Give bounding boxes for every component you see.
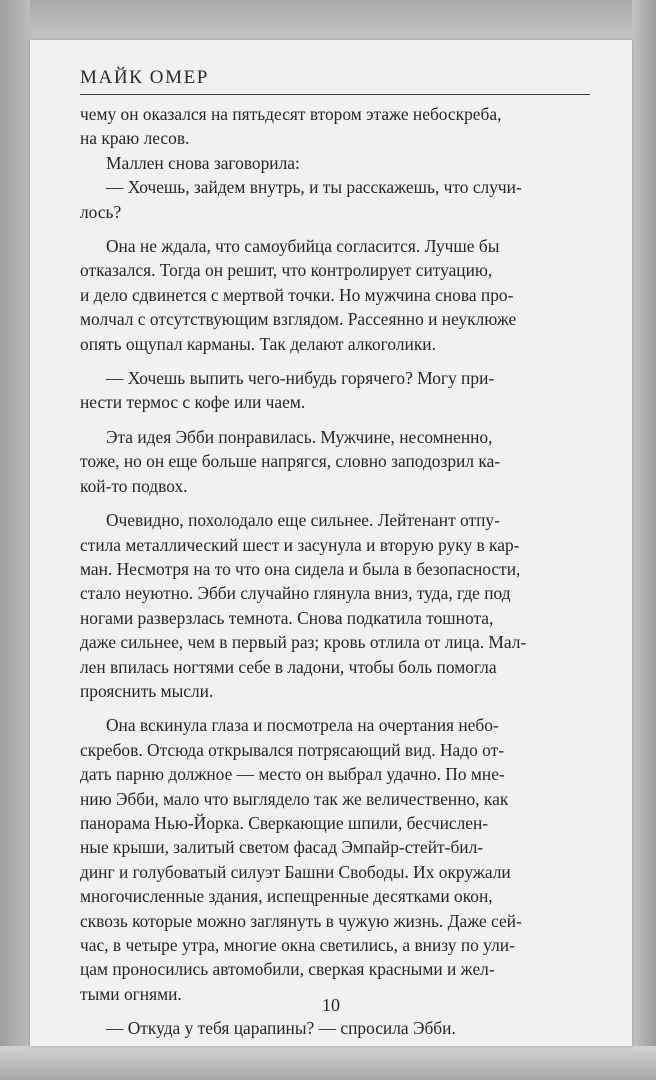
text-line: Она не ждала, что самоубийца согласится. Лучше бы bbox=[106, 236, 500, 257]
text-line: тыми огнями. bbox=[80, 983, 182, 1004]
scan-border-left bbox=[0, 0, 30, 1080]
scan-border-bottom bbox=[0, 1046, 656, 1080]
text-line: лен впилась ногтями себе в ладони, чтобы боль помогла bbox=[80, 656, 497, 677]
text-line: тоже, но он еще больше напрягся, словно заподозрил ка- bbox=[80, 451, 501, 472]
book-page bbox=[30, 40, 632, 1046]
text-line: кой-то подвох. bbox=[80, 475, 188, 496]
text-line: ногами разверзлась темнота. Снова подкатила тошнота, bbox=[80, 607, 494, 628]
running-head bbox=[80, 66, 590, 95]
text-line: Эта идея Эбби понравилась. Мужчине, несомненно, bbox=[106, 426, 493, 447]
scan-border-top bbox=[0, 0, 656, 40]
running-head-title: МАЙК ОМЕР bbox=[80, 67, 209, 88]
text-line: — Хочешь, зайдем внутрь, и ты расскажешь, что случи- bbox=[106, 177, 522, 198]
text-line: чему он оказался на пятьдесят втором этаже небоскреба, bbox=[80, 104, 502, 124]
text-line: цам проносились автомобили, сверкая красными и жел- bbox=[80, 959, 495, 980]
text-line: нию Эбби, мало что выглядело так же величественно, как bbox=[80, 788, 509, 809]
text-line: панорама Нью-Йорка. Сверкающие шпили, бесчислен- bbox=[80, 812, 489, 833]
text-line: Она вскинула глаза и посмотрела на очертания небо- bbox=[106, 715, 499, 736]
text-line: Маллен снова заговорила: bbox=[106, 152, 300, 173]
text-line: динг и голубоватый силуэт Башни Свободы. Их окружали bbox=[80, 861, 511, 882]
text-line: лось? bbox=[80, 201, 122, 222]
text-line: час, в четыре утра, многие окна светились, а внизу по ули- bbox=[80, 935, 515, 955]
text-line: нести термос с кофе или чаем. bbox=[80, 392, 306, 413]
text-line: дать парню должное — место он выбрал удачно. По мне- bbox=[80, 764, 505, 785]
text-line: даже сильнее, чем в первый раз; кровь отлила от лица. Мал- bbox=[80, 632, 527, 653]
text-line: молчал с отсутствующим взглядом. Рассеянно и неуклюже bbox=[80, 309, 517, 330]
text-line: Очевидно, похолодало еще сильнее. Лейтенант отпу- bbox=[106, 510, 500, 531]
text-line: — Хочешь выпить чего-нибудь горячего? Могу при- bbox=[106, 368, 495, 389]
text-line: сквозь которые можно заглянуть в чужую жизнь. Даже сей- bbox=[80, 910, 522, 931]
text-line: стила металлический шест и засунула и вторую руку в кар- bbox=[80, 534, 520, 555]
text-line: отказался. Тогда он решит, что контролирует ситуацию, bbox=[80, 260, 493, 281]
text-line: и дело сдвинется с мертвой точки. Но мужчина снова про- bbox=[80, 284, 514, 305]
text-line: прояснить мысли. bbox=[80, 680, 214, 701]
page-number: 10 bbox=[322, 995, 340, 1015]
scan-border-right bbox=[632, 0, 656, 1080]
text-line: ман. Несмотря на то что она сидела и была в безопасности, bbox=[80, 558, 521, 579]
text-line: стало неуютно. Эбби случайно глянула вниз, туда, где под bbox=[80, 583, 511, 604]
text-line: опять ощупал карманы. Так делают алкоголики. bbox=[80, 333, 436, 354]
text-line: многочисленные здания, испещренные десятками окон, bbox=[80, 886, 493, 907]
text-line: скребов. Отсюда открывался потрясающий вид. Надо от- bbox=[80, 739, 504, 760]
text-line: ные крыши, залитый светом фасад Эмпайр-стейт-бил- bbox=[80, 837, 484, 858]
body-text bbox=[80, 102, 590, 1041]
text-line: — Откуда у тебя царапины? — спросила Эбби. bbox=[106, 1018, 456, 1039]
text-line: на краю лесов. bbox=[80, 128, 190, 149]
